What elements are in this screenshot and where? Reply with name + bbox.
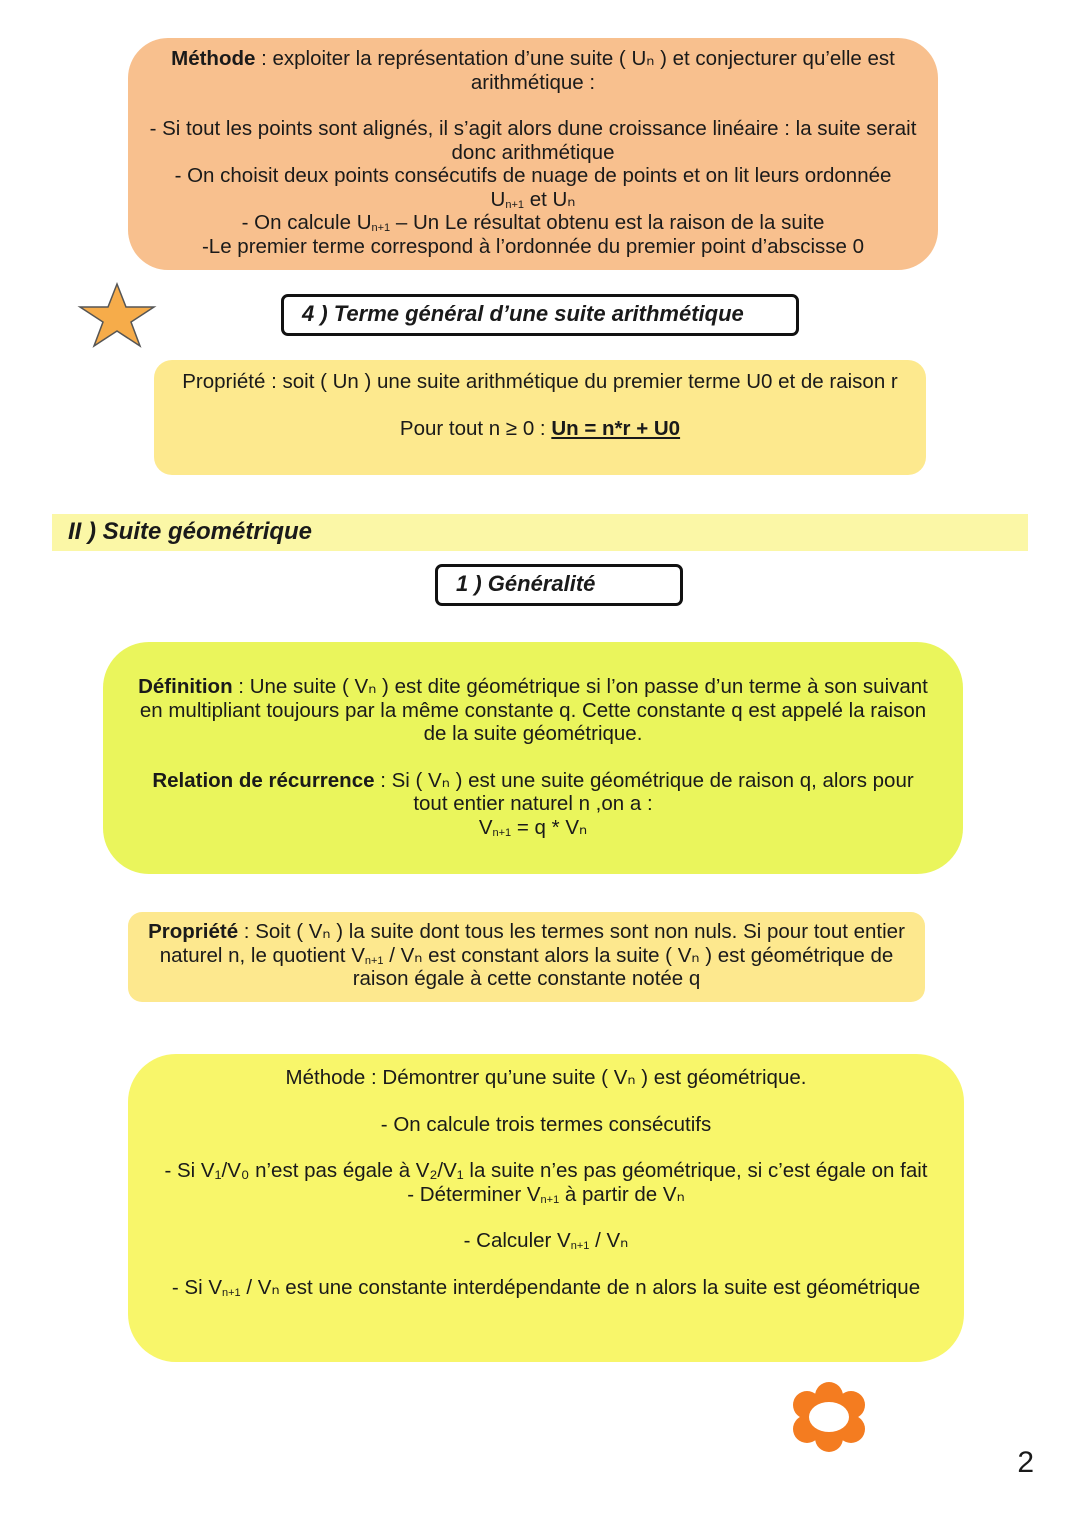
methode-conjecture-box <box>128 38 938 270</box>
flower-icon <box>782 1381 876 1453</box>
methode-2-step3: - Déterminer $V_{n+1}$ à partir de Vₙ <box>407 1182 685 1206</box>
methode-2-step1: - On calcule trois termes consécutifs <box>380 1112 712 1136</box>
methode-1-title: Méthode : exploiter la représentation d’une suite ( Uₙ ) et conjecturer qu’elle est arithmétique : <box>171 47 895 94</box>
section-title-bar: II ) Suite géométrique <box>52 514 1028 551</box>
page-number: 2 <box>1017 1446 1034 1479</box>
methode-1-line1: - Si tout les points sont alignés, il s’agit alors dune croissance linéaire : la suite serait donc arithmétique <box>149 117 917 164</box>
subsection-title-4: 4 ) Terme général d’une suite arithmétique <box>281 294 799 336</box>
methode-2-step2: - Si V₁/V₀ n’est pas égale à V₂/V₁ la suite n’es pas géométrique, si c’est égale on fait <box>164 1159 928 1182</box>
definition-text: Définition : Une suite ( Vₙ ) est dite géométrique si l’on passe d’un terme à son suivant en multipliant toujours par la même constante q. Cette constante q est appelé la raison de la suite géométrique. <box>138 675 928 745</box>
star-icon <box>76 281 158 349</box>
methode-geometrique-box <box>128 1054 964 1362</box>
propriete-quotient-box <box>128 912 925 1002</box>
propriete-1-formula-line: Pour tout n ≥ 0 : Un = n*r + U0 <box>399 416 681 440</box>
subsection-title-1: 1 ) Généralité <box>435 564 683 606</box>
methode-1-line5: -Le premier terme correspond à l’ordonnée du premier point d’abscisse 0 <box>201 234 865 258</box>
recurrence-formula: $V_{n+1} = q * V_n$ <box>478 815 588 839</box>
relation-recurrence-text: Relation de récurrence : Si ( Vₙ ) est une suite géométrique de raison q, alors pour tout entier naturel n ,on a : <box>152 768 914 815</box>
methode-1-line3: $U_{n+1}$ et Uₙ <box>490 187 576 211</box>
propriete-2-text: Propriété : Soit ( Vₙ ) la suite dont tous les termes sont non nuls. Si pour tout entier naturel n, le quotient $V_{n+1}$ / Vₙ est constant alors la suite ( Vₙ ) est géométrique de raison égale à cette constante notée q <box>148 920 905 990</box>
definition-box <box>103 642 963 874</box>
propriete-terme-general-box <box>154 360 926 475</box>
methode-1-line2: - On choisit deux points consécutifs de nuage de points et on lit leurs ordonnée <box>174 164 892 187</box>
methode-2-step5: - Si $V_{n+1}$ / Vₙ est une constante interdépendante de n alors la suite est géométrique <box>171 1275 921 1299</box>
methode-2-step4: - Calculer $V_{n+1}$ / Vₙ <box>463 1229 629 1252</box>
propriete-1-text: Propriété : soit ( Un ) une suite arithmétique du premier terme U0 et de raison r <box>182 370 898 393</box>
methode-1-line4: - On calcule $U_{n+1}$ – Un Le résultat obtenu est la raison de la suite <box>241 211 825 234</box>
methode-2-title: Méthode : Démontrer qu’une suite ( Vₙ ) est géométrique. <box>285 1066 807 1089</box>
terme-general-formula: Un = n*r + U0 <box>551 416 681 440</box>
